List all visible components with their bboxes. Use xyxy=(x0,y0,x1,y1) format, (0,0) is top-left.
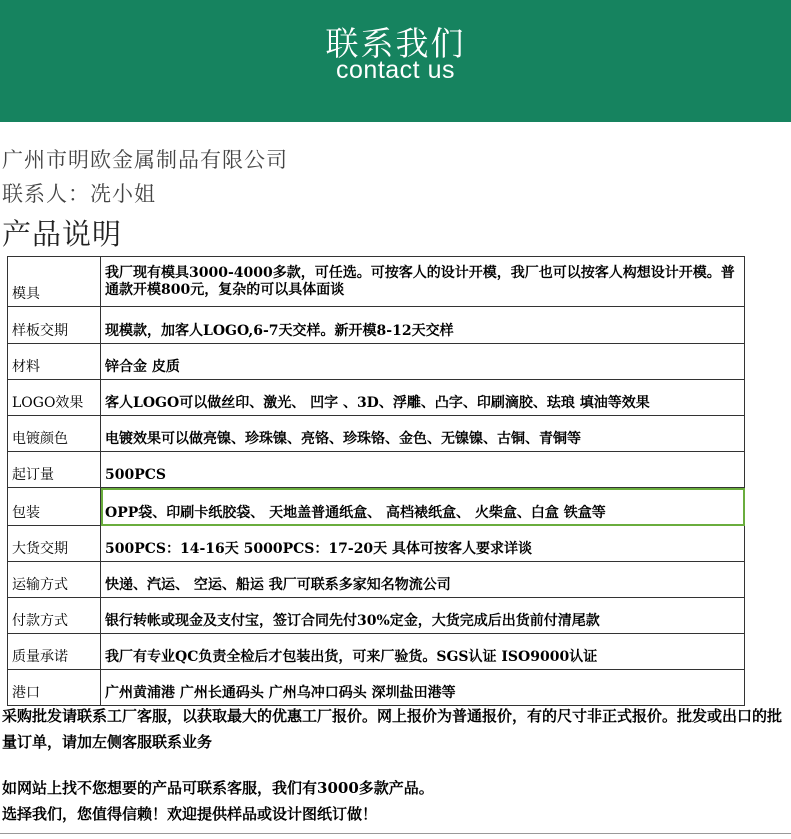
row-value-port: 广州黄浦港 广州长通码头 广州乌冲口码头 深圳盐田港等 xyxy=(101,670,745,706)
divider xyxy=(0,833,791,834)
spec-table xyxy=(7,256,745,706)
row-label-packaging: 包装 xyxy=(8,488,101,526)
row-label-mold: 模具 xyxy=(8,257,101,307)
row-label-material: 材料 xyxy=(8,344,101,380)
contact-banner xyxy=(0,0,791,122)
table-row xyxy=(8,452,745,488)
row-value-shipping: 快递、汽运、 空运、船运 我厂可联系多家知名物流公司 xyxy=(101,562,745,598)
table-row xyxy=(8,562,745,598)
table-row xyxy=(8,598,745,634)
table-row xyxy=(8,257,745,307)
row-value-payment: 银行转帐或现金及支付宝，签订合同先付30%定金，大货完成后出货前付清尾款 xyxy=(101,598,745,634)
contact-person: 联系人：冼小姐 xyxy=(2,182,156,206)
table-row xyxy=(8,307,745,344)
row-label-bulk-lead-time: 大货交期 xyxy=(8,526,101,562)
row-value-packaging: OPP袋、印刷卡纸胶袋、 天地盖普通纸盒、 高档裱纸盒、 火柴盒、白盒 铁盒等 xyxy=(101,488,745,526)
company-name: 广州市明欧金属制品有限公司 xyxy=(2,148,288,172)
row-label-plating-color: 电镀颜色 xyxy=(8,416,101,452)
row-value-material: 锌合金 皮质 xyxy=(101,344,745,380)
banner-title: 联系我们 xyxy=(325,24,466,63)
table-row xyxy=(8,488,745,526)
table-row xyxy=(8,416,745,452)
row-label-sample-lead-time: 样板交期 xyxy=(8,307,101,344)
row-label-shipping: 运输方式 xyxy=(8,562,101,598)
row-value-plating-color: 电镀效果可以做亮镍、珍珠镍、亮铬、珍珠铬、金色、无镍镍、古铜、青铜等 xyxy=(101,416,745,452)
row-label-payment: 付款方式 xyxy=(8,598,101,634)
row-value-bulk-lead-time: 500PCS：14-16天 5000PCS：17-20天 具体可按客人要求详谈 xyxy=(101,526,745,562)
row-label-logo-effect: LOGO效果 xyxy=(8,380,101,416)
row-value-moq: 500PCS xyxy=(101,452,745,488)
table-row xyxy=(8,634,745,670)
row-label-moq: 起订量 xyxy=(8,452,101,488)
table-row xyxy=(8,380,745,416)
row-value-logo-effect: 客人LOGO可以做丝印、激光、 凹字 、3D、浮雕、凸字、印刷滴胶、珐琅 填油等效果 xyxy=(101,380,745,416)
row-label-port: 港口 xyxy=(8,670,101,706)
row-value-quality: 我厂有专业QC负责全检后才包装出货，可来厂验货。SGS认证 ISO9000认证 xyxy=(101,634,745,670)
table-row xyxy=(8,344,745,380)
banner-subtitle: contact us xyxy=(336,56,455,84)
section-title: 产品说明 xyxy=(2,217,123,251)
table-row xyxy=(8,670,745,706)
wholesale-note: 采购批发请联系工厂客服，以获取最大的优惠工厂报价。网上报价为普通报价，有的尺寸非正式报价。批发或出口的批量订单，请加左侧客服联系业务 xyxy=(2,707,783,751)
row-value-mold: 我厂现有模具3000-4000多款，可任选。可按客人的设计开模，我厂也可以按客人构想设计开模。普通款开模800元，复杂的可以具体面谈 xyxy=(101,257,745,307)
row-value-sample-lead-time: 现模款，加客人LOGO,6-7天交样。新开模8-12天交样 xyxy=(101,307,745,344)
trust-note: 选择我们，您值得信赖！欢迎提供样品或设计图纸订做！ xyxy=(2,805,378,823)
catalog-note: 如网站上找不您想要的产品可联系客服，我们有3000多款产品。 xyxy=(2,779,434,797)
row-label-quality: 质量承诺 xyxy=(8,634,101,670)
table-row xyxy=(8,526,745,562)
